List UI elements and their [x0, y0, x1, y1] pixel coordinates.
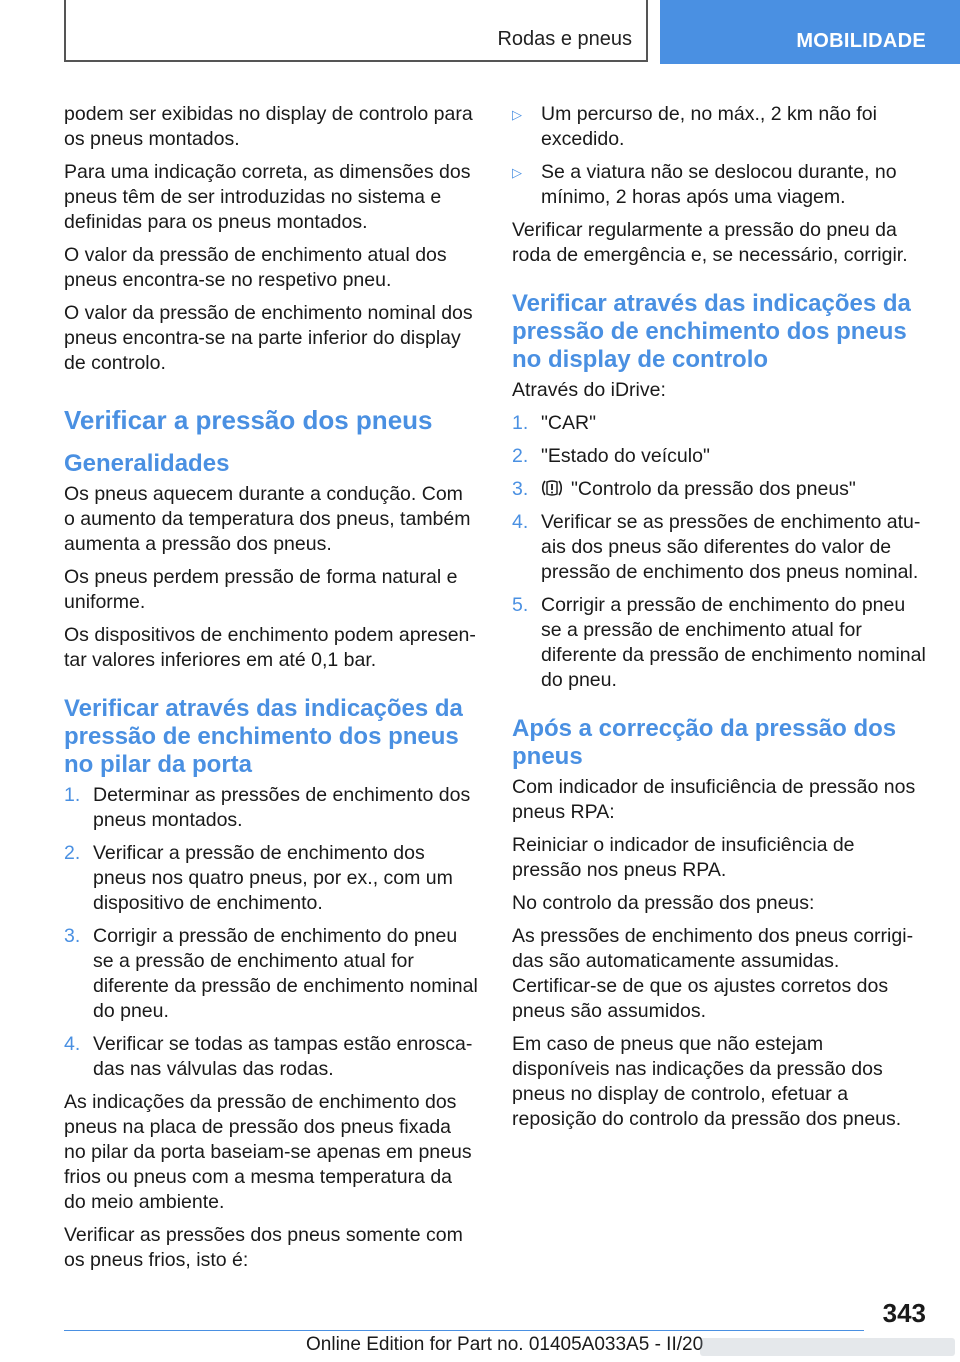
- list-item: [64, 841, 478, 916]
- step-number: 1.: [512, 412, 529, 434]
- bullet-text: Um percurso de, no máx., 2 km não foi excedido.: [541, 103, 877, 150]
- list-item: [64, 924, 478, 1024]
- paragraph: O valor da pressão de enchimento atual dos pneus encontra-se no respetivo pneu.: [64, 244, 447, 291]
- triangle-bullet-icon: ▷: [512, 165, 522, 180]
- step-text: Verificar se todas as tampas estão enroscadas nas válvulas das rodas.: [93, 1033, 473, 1080]
- step-text: Corrigir a pressão de enchimento do pneu se a pressão de enchimento atual for diferente da pressão de enchimento nominal do pneu.: [541, 594, 926, 691]
- subsection-heading-after-correction: Após a correcção da pressão dos pneus: [512, 715, 897, 770]
- tire-pressure-warning-icon: [541, 478, 563, 498]
- condition-bullets: [512, 102, 926, 210]
- page-number: 343: [882, 1298, 926, 1328]
- step-text: "Estado do veículo": [541, 445, 710, 467]
- step-number: 3.: [512, 478, 529, 500]
- step-text: Determinar as pressões de enchimento dos pneus montados.: [93, 784, 471, 831]
- step-number: 3.: [64, 925, 81, 947]
- paragraph: Os pneus aquecem durante a condução. Com o aumento da temperatura dos pneus, também aumenta a pressão dos pneus.: [64, 483, 471, 555]
- list-item: [64, 783, 478, 833]
- subsection-heading-control-display: Verificar através das indicações da pressão de enchimento dos pneus no display de controlo: [512, 290, 911, 373]
- step-number: 2.: [512, 445, 529, 467]
- paragraph: Verificar regularmente a pressão do pneu da roda de emergência e, se necessário, corrigir.: [512, 219, 908, 266]
- chapter-frame: [64, 0, 648, 62]
- step-number: 2.: [64, 842, 81, 864]
- paragraph: As pressões de enchimento dos pneus corrigidas são automaticamente assumidas. Certificar-se de que os ajustes corretos dos pneus são assumidos.: [512, 925, 914, 1022]
- subsection-heading-general: Generalidades: [64, 450, 230, 477]
- paragraph: Para uma indicação correta, as dimensões dos pneus têm de ser introduzidas no sistema e definidas para os pneus montados.: [64, 161, 471, 233]
- paragraph: Em caso de pneus que não estejam disponíveis nas indicações da pressão dos pneus no display de controlo, efetuar a reposição do controlo da pressão dos pneus.: [512, 1033, 902, 1130]
- section-title: MOBILIDADE: [796, 30, 926, 52]
- paragraph: Verificar as pressões dos pneus somente com os pneus frios, isto é:: [64, 1224, 463, 1271]
- idrive-steps: [512, 411, 926, 693]
- list-item: [512, 444, 926, 469]
- left-column: [64, 102, 478, 1281]
- footer-divider: [64, 1330, 864, 1331]
- list-item: [512, 102, 926, 152]
- door-pillar-steps: [64, 783, 478, 1082]
- list-item: [512, 160, 926, 210]
- triangle-bullet-icon: ▷: [512, 107, 522, 122]
- step-number: 5.: [512, 594, 529, 616]
- list-item: [512, 411, 926, 436]
- step-text: "Controlo da pressão dos pneus": [571, 478, 856, 500]
- subsection-heading-door-pillar: Verificar através das indicações da pressão de enchimento dos pneus no pilar da porta: [64, 695, 463, 778]
- paragraph: podem ser exibidas no display de controlo para os pneus montados.: [64, 103, 473, 150]
- right-column: [512, 102, 926, 1140]
- list-item: [512, 477, 926, 502]
- paragraph: O valor da pressão de enchimento nominal dos pneus encontra-se na parte inferior do display de controlo.: [64, 302, 473, 374]
- list-item: [512, 593, 926, 693]
- step-number: 4.: [512, 511, 529, 533]
- step-text: Verificar se as pressões de enchimento atuais dos pneus são diferentes do valor de pressão de enchimento dos pneus nominal.: [541, 511, 921, 583]
- step-text: Verificar a pressão de enchimento dos pneus nos quatro pneus, por ex., com um dispositivo de enchimento.: [93, 842, 453, 914]
- list-item: [512, 510, 926, 585]
- paragraph: No controlo da pressão dos pneus:: [512, 892, 815, 914]
- bullet-text: Se a viatura não se deslocou durante, no mínimo, 2 horas após uma viagem.: [541, 161, 897, 208]
- chapter-title: Rodas e pneus: [497, 28, 632, 50]
- edition-footer: Online Edition for Part no. 01405A033A5 - II/20: [306, 1334, 704, 1355]
- step-text: "CAR": [541, 412, 597, 434]
- list-item: [64, 1032, 478, 1082]
- watermark-logo: [700, 1334, 955, 1360]
- section-tab: [660, 0, 960, 64]
- paragraph: Com indicador de insuficiência de pressão nos pneus RPA:: [512, 776, 916, 823]
- step-number: 4.: [64, 1033, 81, 1055]
- paragraph: Reiniciar o indicador de insuficiência de pressão nos pneus RPA.: [512, 834, 855, 881]
- page-header: [0, 0, 960, 66]
- step-text: Corrigir a pressão de enchimento do pneu se a pressão de enchimento atual for diferente da pressão de enchimento nominal do pneu.: [93, 925, 478, 1022]
- paragraph: Através do iDrive:: [512, 379, 666, 401]
- step-number: 1.: [64, 784, 81, 806]
- paragraph: Os pneus perdem pressão de forma natural e uniforme.: [64, 566, 458, 613]
- paragraph: As indicações da pressão de enchimento dos pneus na placa de pressão dos pneus fixada no pilar da porta baseiam-se apenas em pneus frios ou pneus com a mesma temperatura da do meio ambiente.: [64, 1091, 472, 1213]
- paragraph: Os dispositivos de enchimento podem apresentar valores inferiores em até 0,1 bar.: [64, 624, 476, 671]
- section-heading: Verificar a pressão dos pneus: [64, 405, 433, 435]
